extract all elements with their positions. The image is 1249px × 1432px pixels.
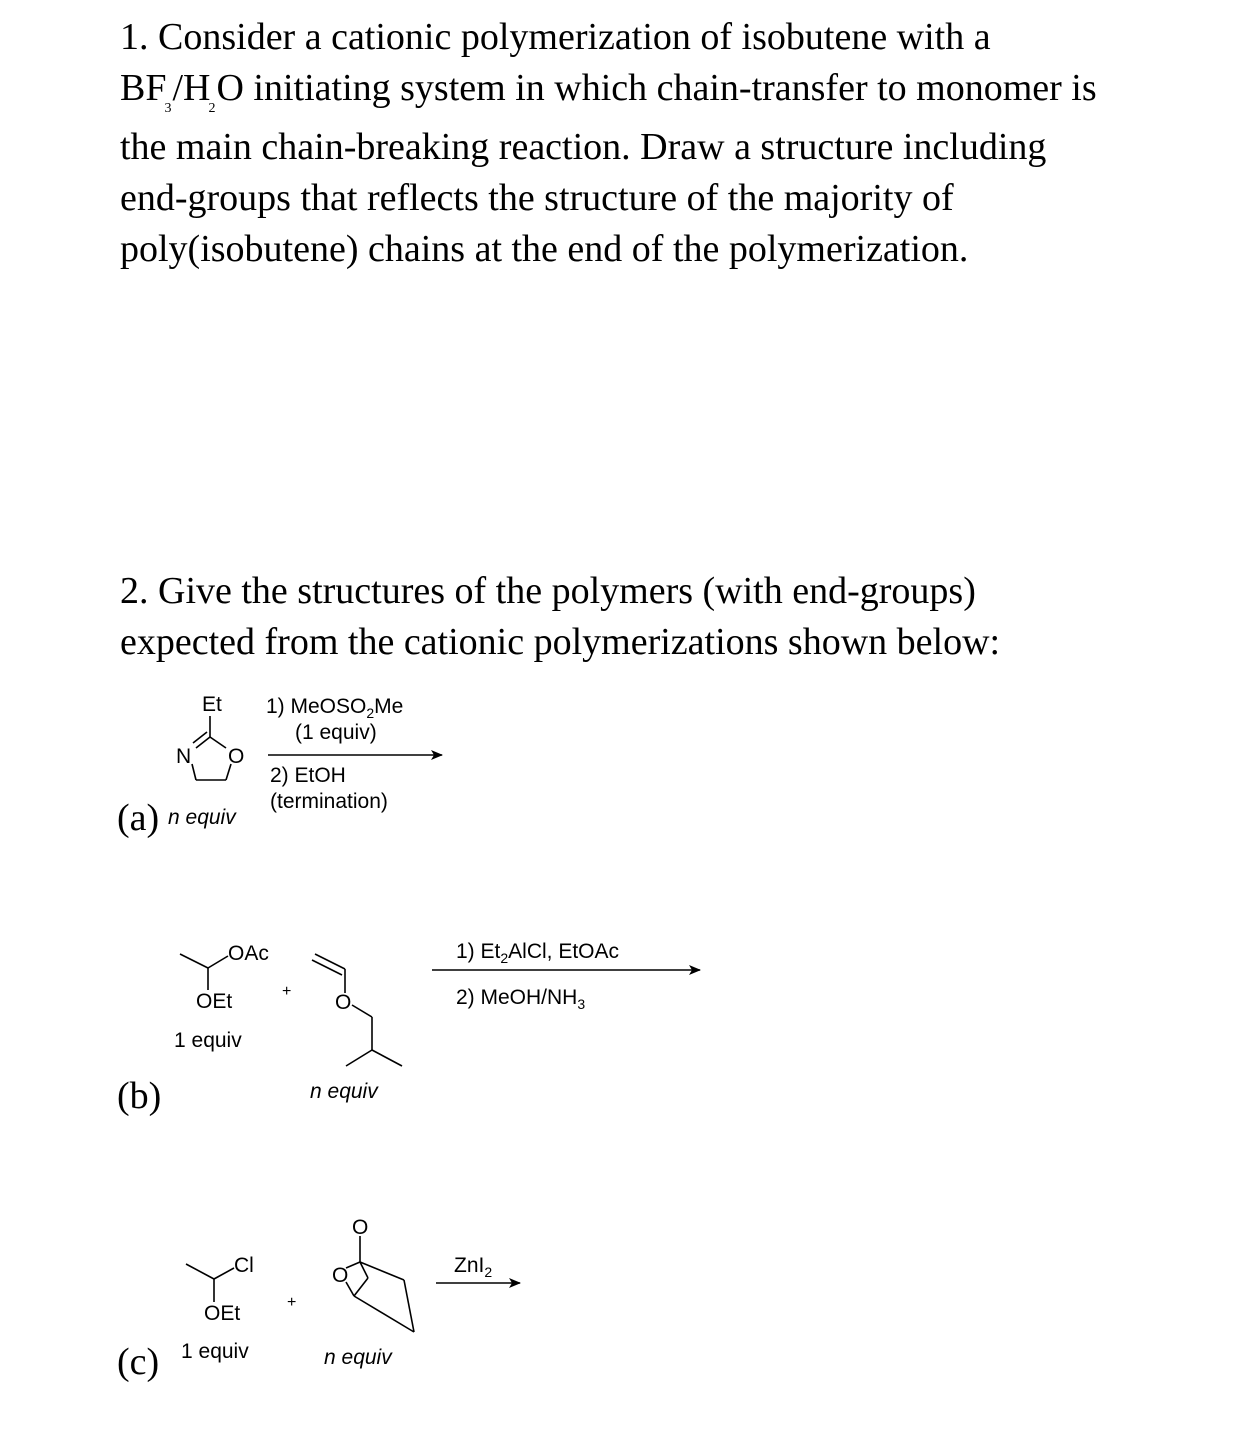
atom-oet-c: OEt: [204, 1302, 241, 1325]
reagent-b-1: 1) $Et_2AlCl$, EtOAc: [456, 940, 620, 967]
atom-o-top-c: O: [352, 1216, 369, 1239]
plus-c: +: [287, 1294, 297, 1311]
equiv-a: n equiv: [168, 806, 236, 829]
reagent-a-1-note: (1 equiv): [295, 721, 377, 744]
question-2-line-1: 2. Give the structures of the polymers (with end-groups): [120, 570, 976, 612]
plus-b: +: [282, 983, 292, 1000]
question-1-line-4: end-groups that reflects the structure of the majority of: [120, 177, 954, 219]
reagent-a-2-note: (termination): [270, 790, 388, 813]
question-1-line-2: $BF_3/H_2O$ initiating system in which chain-transfer to monomer is: [120, 67, 1097, 116]
reagent-c: ZnI$_2$: [454, 1254, 493, 1281]
oxazoline-structure: [192, 716, 231, 780]
atom-o-ring-c: O: [332, 1264, 349, 1287]
reagent-a-2: 2) EtOH: [270, 764, 346, 787]
atom-oet-b: OEt: [196, 990, 233, 1013]
equiv-b-1: 1 equiv: [174, 1029, 242, 1052]
chloro-ether-structure: [186, 1264, 234, 1302]
bicyclic-acetal-structure: [346, 1236, 414, 1332]
question-2-line-2: expected from the cationic polymerizations shown below:: [120, 621, 1001, 663]
vinyl-ether-structure: [312, 954, 402, 1066]
atom-o-b: O: [335, 991, 352, 1014]
atom-cl-c: Cl: [234, 1254, 254, 1277]
label-a: (a): [117, 797, 160, 839]
equiv-c-2: n equiv: [324, 1346, 392, 1369]
label-b: (b): [117, 1075, 162, 1117]
question-1-line-3: the main chain-breaking reaction. Draw a structure including: [120, 126, 1047, 168]
question-1-line-5: poly(isobutene) chains at the end of the polymerization.: [120, 228, 969, 270]
atom-n-a: N: [176, 745, 192, 768]
equiv-b-2: n equiv: [310, 1080, 378, 1103]
reagent-a-1: 1) MeOSO$_2$Me: [266, 695, 404, 722]
atom-o-a: O: [228, 745, 245, 768]
reagent-b-2: 2) MeOH/$NH_3$: [456, 986, 586, 1013]
atom-oac-b: OAc: [228, 942, 269, 965]
question-1-line-1: 1. Consider a cationic polymerization of isobutene with a: [120, 16, 991, 58]
atom-et-a: Et: [202, 693, 222, 716]
equiv-c-1: 1 equiv: [181, 1340, 249, 1363]
label-c: (c): [117, 1341, 160, 1383]
acetal-acetate-structure: [180, 954, 228, 990]
